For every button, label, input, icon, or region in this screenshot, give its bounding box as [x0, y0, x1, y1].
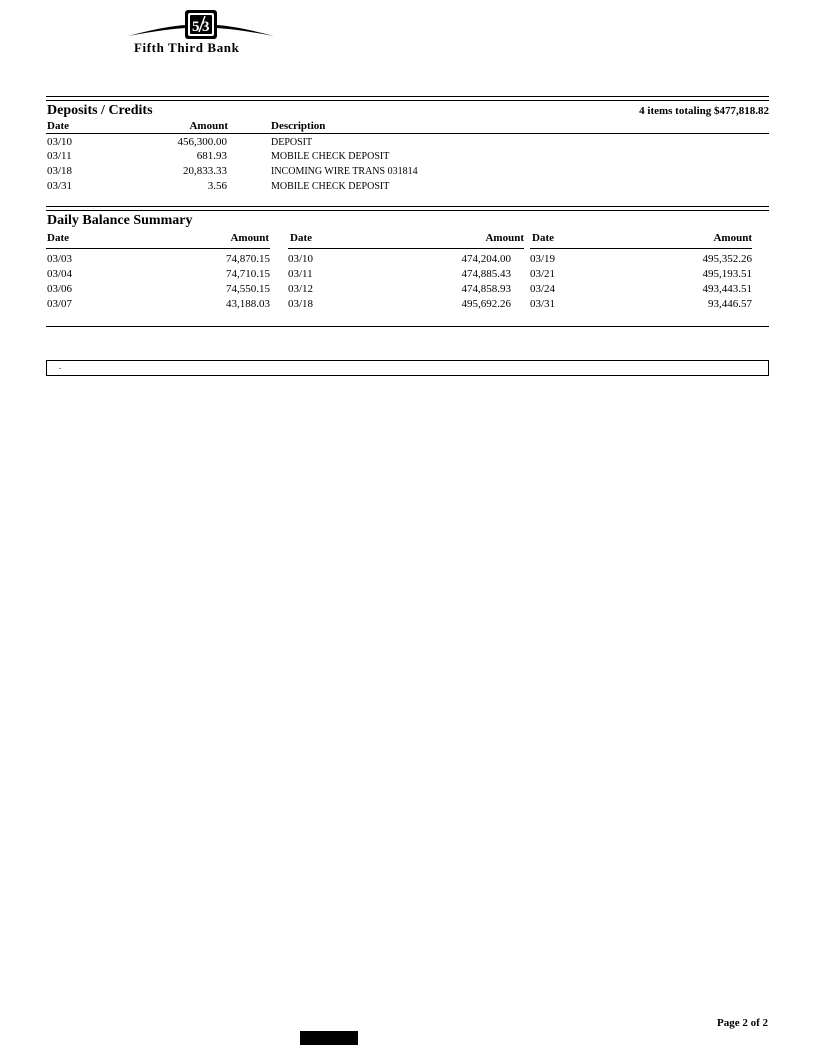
row-amount: 3.56 — [207, 180, 227, 192]
row-date: 03/10 — [47, 136, 73, 148]
balance-header-amount: Amount — [485, 232, 524, 244]
row-date: 03/19 — [530, 253, 556, 265]
row-date: 03/18 — [47, 165, 73, 177]
row-date: 03/31 — [530, 298, 556, 310]
row-date: 03/11 — [47, 150, 72, 162]
row-date: 03/04 — [47, 268, 73, 280]
balance-header-date: Date — [532, 232, 554, 244]
note-text: . — [59, 361, 62, 371]
bank-name: Fifth Third Bank — [134, 40, 240, 55]
row-amount: 474,204.00 — [461, 253, 511, 265]
row-date: 03/24 — [530, 283, 556, 295]
section-rule-top — [46, 100, 769, 101]
row-amount: 74,710.15 — [226, 268, 270, 280]
row-amount: 474,858.93 — [461, 283, 511, 295]
bank-logo-mark — [126, 8, 276, 42]
balance-title: Daily Balance Summary — [47, 213, 193, 228]
row-amount: 493,443.51 — [702, 283, 752, 295]
redaction-bar — [300, 1031, 358, 1045]
row-amount: 20,833.33 — [183, 165, 227, 177]
balance-header-amount: Amount — [230, 232, 269, 244]
balance-header-amount: Amount — [713, 232, 752, 244]
section-rule-top — [46, 96, 769, 97]
row-date: 03/12 — [288, 283, 314, 295]
header-rule — [530, 248, 752, 249]
row-amount: 681.93 — [196, 150, 227, 162]
header-rule — [46, 133, 769, 134]
deposits-title: Deposits / Credits — [47, 103, 153, 118]
row-date: 03/06 — [47, 283, 73, 295]
row-date: 03/11 — [288, 268, 313, 280]
row-description: MOBILE CHECK DEPOSIT — [271, 181, 390, 192]
section-rule-top — [46, 206, 769, 207]
row-date: 03/18 — [288, 298, 314, 310]
bank-logo — [126, 8, 276, 58]
deposits-summary: 4 items totaling $477,818.82 — [639, 105, 769, 117]
svg-text:5: 5 — [192, 19, 200, 35]
row-date: 03/07 — [47, 298, 73, 310]
row-date: 03/31 — [47, 180, 73, 192]
row-amount: 495,352.26 — [702, 253, 752, 265]
section-rule-bottom — [46, 326, 769, 327]
section-rule-top — [46, 210, 769, 211]
row-amount: 74,550.15 — [226, 283, 270, 295]
deposits-header-description: Description — [271, 120, 326, 132]
row-amount: 74,870.15 — [226, 253, 270, 265]
balance-header-date: Date — [290, 232, 312, 244]
svg-text:3: 3 — [202, 19, 210, 35]
header-rule — [46, 248, 270, 249]
row-date: 03/21 — [530, 268, 556, 280]
row-amount: 495,692.26 — [461, 298, 511, 310]
row-description: DEPOSIT — [271, 137, 313, 148]
row-amount: 456,300.00 — [177, 136, 227, 148]
row-description: INCOMING WIRE TRANS 031814 — [271, 166, 418, 177]
row-amount: 43,188.03 — [226, 298, 270, 310]
page-number: Page 2 of 2 — [716, 1017, 768, 1029]
deposits-header-date: Date — [47, 120, 69, 132]
row-date: 03/10 — [288, 253, 314, 265]
row-description: MOBILE CHECK DEPOSIT — [271, 151, 390, 162]
header-rule — [288, 248, 524, 249]
balance-header-date: Date — [47, 232, 69, 244]
deposits-header-amount: Amount — [189, 120, 228, 132]
row-amount: 93,446.57 — [708, 298, 752, 310]
row-date: 03/03 — [47, 253, 73, 265]
row-amount: 474,885.43 — [461, 268, 511, 280]
row-amount: 495,193.51 — [702, 268, 752, 280]
note-box — [46, 360, 769, 376]
